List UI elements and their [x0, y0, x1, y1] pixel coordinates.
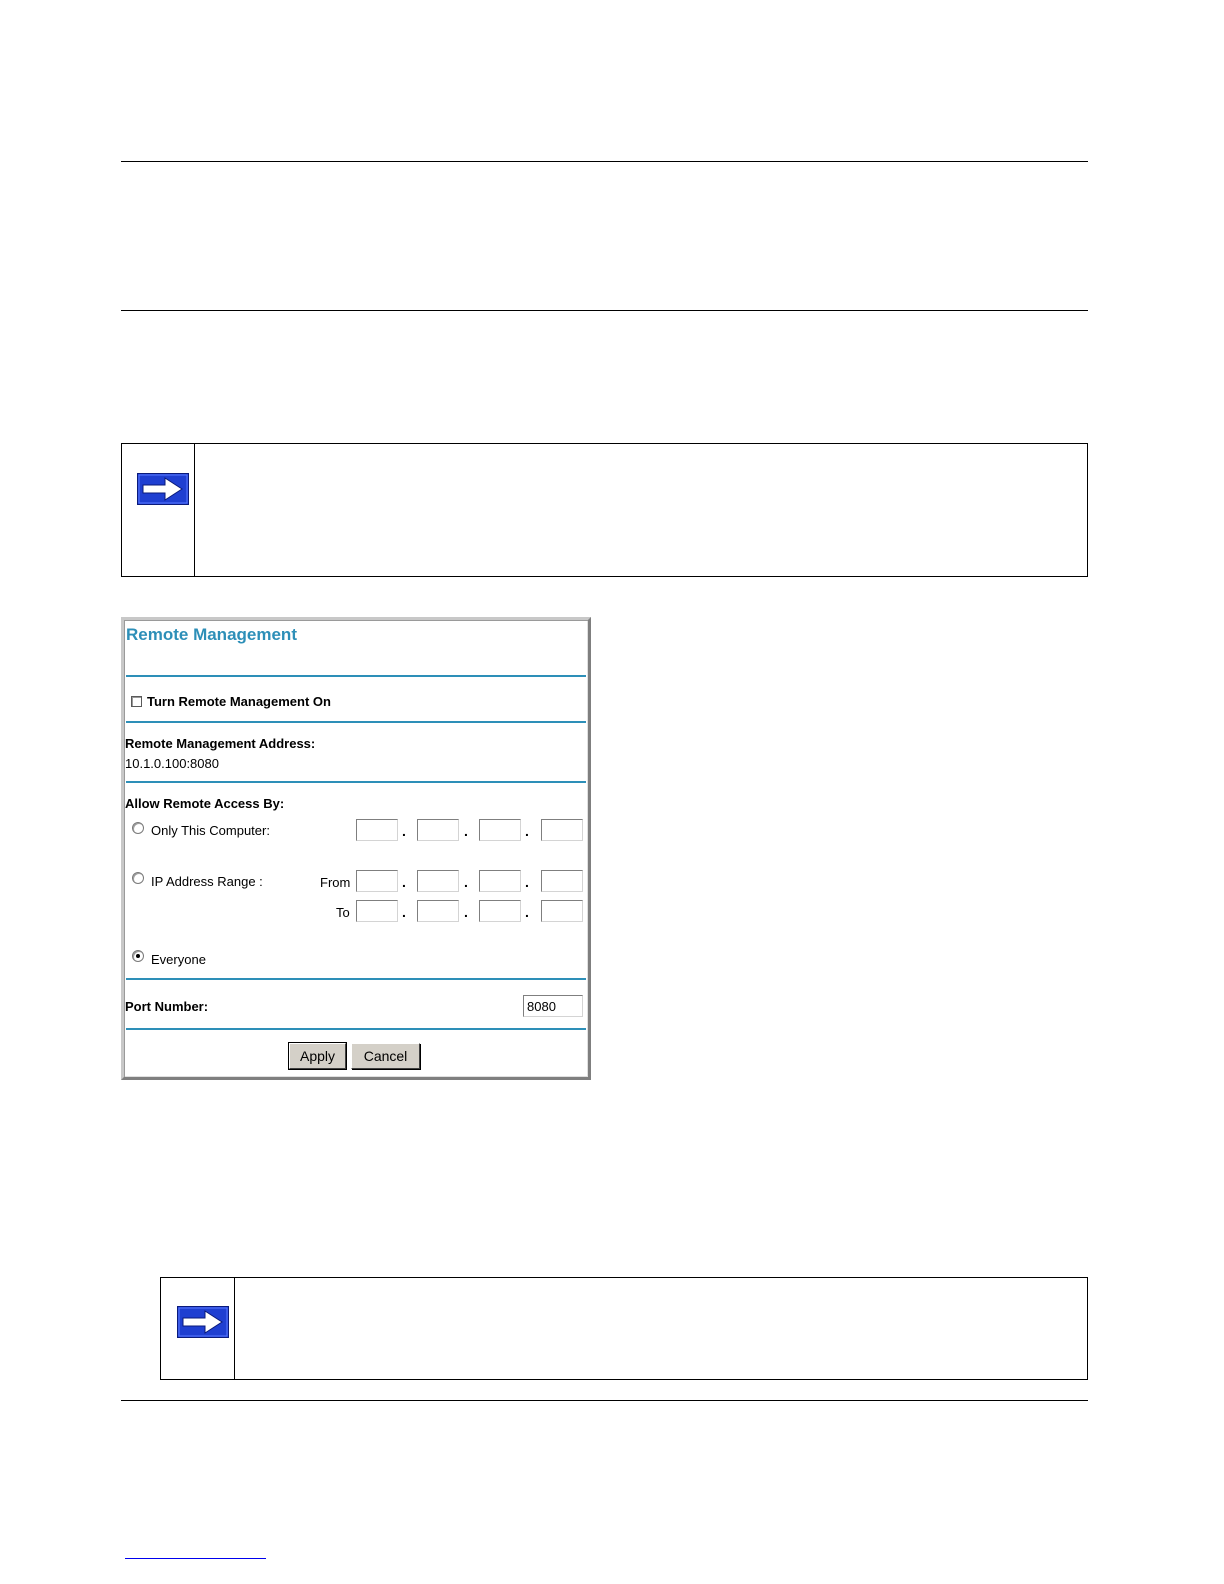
ip-separator: .: [525, 823, 529, 839]
radio-selected-dot: [136, 954, 140, 958]
everyone-radio[interactable]: [132, 950, 144, 962]
apply-button[interactable]: Apply: [289, 1043, 346, 1069]
section-divider: [126, 1028, 586, 1030]
note-box: [121, 443, 1088, 577]
note-icon-cell: [122, 444, 195, 576]
range-from-octet-4[interactable]: [541, 870, 583, 892]
section-divider: [126, 675, 586, 677]
port-number-input[interactable]: [523, 995, 583, 1017]
ip-separator: .: [402, 904, 406, 920]
turn-remote-management-checkbox[interactable]: [131, 696, 142, 707]
only-this-computer-radio[interactable]: [132, 822, 144, 834]
range-to-octet-4[interactable]: [541, 900, 583, 922]
section-divider: [126, 781, 586, 783]
port-number-label: Port Number:: [125, 999, 209, 1014]
panel-title: Remote Management: [126, 625, 297, 644]
remote-management-panel: [121, 617, 591, 1080]
ip-separator: .: [464, 904, 468, 920]
section-divider: [126, 978, 586, 980]
range-from-octet-3[interactable]: [479, 870, 521, 892]
arrow-right-icon: [137, 473, 189, 505]
ip-separator: .: [402, 874, 406, 890]
only-computer-ip-octet-4[interactable]: [541, 819, 583, 841]
header-rule-bottom: [121, 310, 1088, 311]
ip-address-range-radio[interactable]: [132, 872, 144, 884]
cancel-button[interactable]: Cancel: [351, 1043, 420, 1069]
header-rule-top: [121, 161, 1088, 162]
ip-separator: .: [525, 874, 529, 890]
range-to-label: To: [336, 905, 350, 920]
range-to-octet-2[interactable]: [417, 900, 459, 922]
turn-remote-management-label: Turn Remote Management On: [147, 694, 331, 709]
note-box: [160, 1277, 1088, 1380]
range-to-octet-3[interactable]: [479, 900, 521, 922]
everyone-label: Everyone: [151, 952, 206, 967]
only-this-computer-label: Only This Computer:: [151, 823, 270, 838]
section-divider: [126, 721, 586, 723]
remote-address-label: Remote Management Address:: [125, 736, 316, 751]
only-computer-ip-octet-3[interactable]: [479, 819, 521, 841]
footer-rule: [121, 1400, 1088, 1401]
ip-separator: .: [525, 904, 529, 920]
only-computer-ip-octet-2[interactable]: [417, 819, 459, 841]
arrow-right-icon: [177, 1306, 229, 1338]
range-from-octet-1[interactable]: [356, 870, 398, 892]
range-from-label: From: [320, 875, 351, 890]
ip-address-range-label: IP Address Range :: [151, 874, 263, 889]
remote-address-value: 10.1.0.100:8080: [125, 756, 219, 771]
range-from-octet-2[interactable]: [417, 870, 459, 892]
ip-separator: .: [464, 823, 468, 839]
footer-link-underline[interactable]: [125, 1558, 266, 1559]
allow-access-label: Allow Remote Access By:: [125, 796, 285, 811]
ip-separator: .: [402, 823, 406, 839]
ip-separator: .: [464, 874, 468, 890]
range-to-octet-1[interactable]: [356, 900, 398, 922]
only-computer-ip-octet-1[interactable]: [356, 819, 398, 841]
